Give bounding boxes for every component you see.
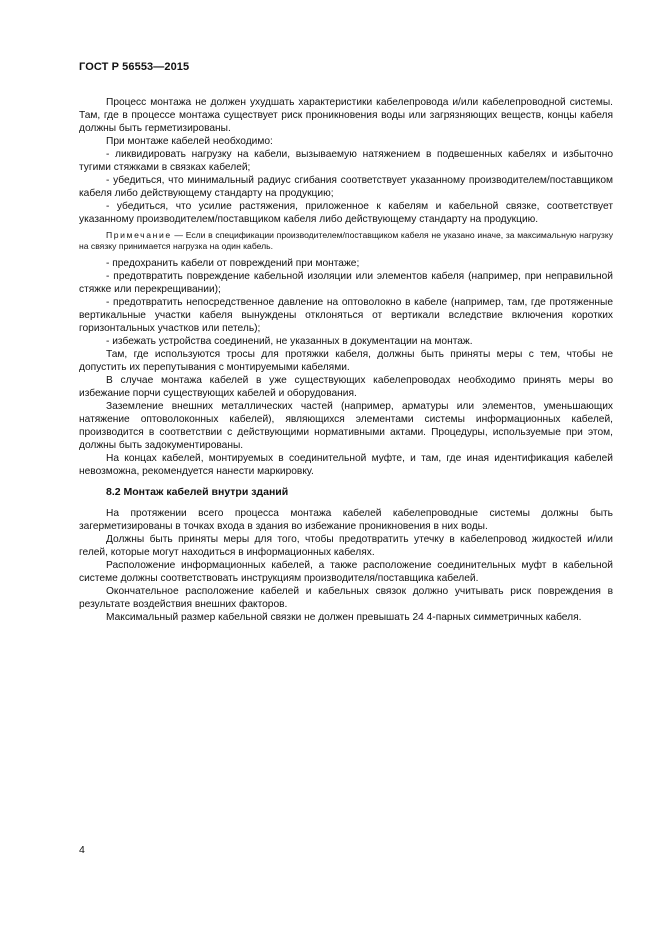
note-text: — Если в спецификации производителем/поставщиком кабеля не указано иначе, за максимальную нагрузку на связку принимается нагрузка на один кабель. (79, 230, 613, 251)
paragraph: Окончательное расположение кабелей и кабельных связок должно учитывать риск повреждения в результате воздействия внешних факторов. (79, 586, 613, 610)
note-label: Примечание (106, 230, 172, 240)
paragraph: Максимальный размер кабельной связки не должен превышать 24 4-парных симметричных кабеля. (106, 612, 582, 623)
paragraph: На концах кабелей, монтируемых в соединительной муфте, и там, где иная идентификация кабелей невозможна, рекомендуется нанести маркировку. (79, 453, 613, 477)
paragraph: Должны быть приняты меры для того, чтобы предотвратить утечку в кабелепровод жидкостей и/или гелей, которые могут находиться в информационных кабелях. (79, 534, 613, 558)
paragraph: Расположение информационных кабелей, а также расположение соединительных муфт в кабельной системе должны соответствовать инструкциям производителя/поставщика кабелей. (79, 560, 613, 584)
list-item: - предохранить кабели от повреждений при монтаже; (106, 258, 360, 269)
list-item: - убедиться, что минимальный радиус сгибания соответствует указанному производителем/поставщиком кабеля либо действующему стандарту на продукцию; (79, 175, 613, 199)
paragraph: Там, где используются тросы для протяжки кабеля, должны быть приняты меры с тем, чтобы не допустить их перепутывания с монтируемыми кабелями. (79, 349, 613, 373)
paragraph: При монтаже кабелей необходимо: (106, 136, 273, 147)
page-number: 4 (79, 844, 85, 856)
list-item: - убедиться, что усилие растяжения, приложенное к кабелям и кабельной связке, соответствует указанному производителем/поставщиком кабеля либо действующему стандарту на продукцию. (79, 201, 613, 225)
list-item: - предотвратить повреждение кабельной изоляции или элементов кабеля (например, при неправильной стяжке или перекрещивании); (79, 271, 613, 295)
paragraph: Заземление внешних металлических частей (например, арматуры или элементов, уменьшающих натяжение оптоволоконных кабелей), являющихся элементами системы информационных кабелей, производится в соответствии с действующими нормативными актами. Процедуры, используемые при этом, должны быть задокументированы. (79, 401, 613, 451)
list-item: - избежать устройства соединений, не указанных в документации на монтаж. (106, 336, 473, 347)
list-item: - ликвидировать нагрузку на кабели, вызываемую натяжением в подвешенных кабелях и избыточно тугими стяжками в связках кабелей; (79, 149, 613, 173)
list-item: - предотвратить непосредственное давление на оптоволокно в кабеле (например, там, где протяженные вертикальные участки кабеля вынуждены отклоняться от вертикали вследствие включения коротких горизонтальных участков или петель); (79, 297, 613, 334)
note (79, 230, 613, 252)
paragraph: Процесс монтажа не должен ухудшать характеристики кабелепровода и/или кабелепроводной системы. Там, где в процессе монтажа существует риск проникновения воды или загрязняющих веществ, концы кабеля должны быть герметизированы. (79, 97, 613, 134)
paragraph: На протяжении всего процесса монтажа кабелей кабелепроводные системы должны быть загерметизированы в точках входа в здания во избежание проникновения в них воды. (79, 508, 613, 532)
paragraph: В случае монтажа кабелей в уже существующих кабелепроводах необходимо принять меры во избежание порчи существующих кабелей и оборудования. (79, 375, 613, 399)
section-heading: 8.2 Монтаж кабелей внутри зданий (106, 486, 289, 498)
page-body (79, 96, 613, 624)
document-header: ГОСТ Р 56553—2015 (79, 61, 190, 73)
